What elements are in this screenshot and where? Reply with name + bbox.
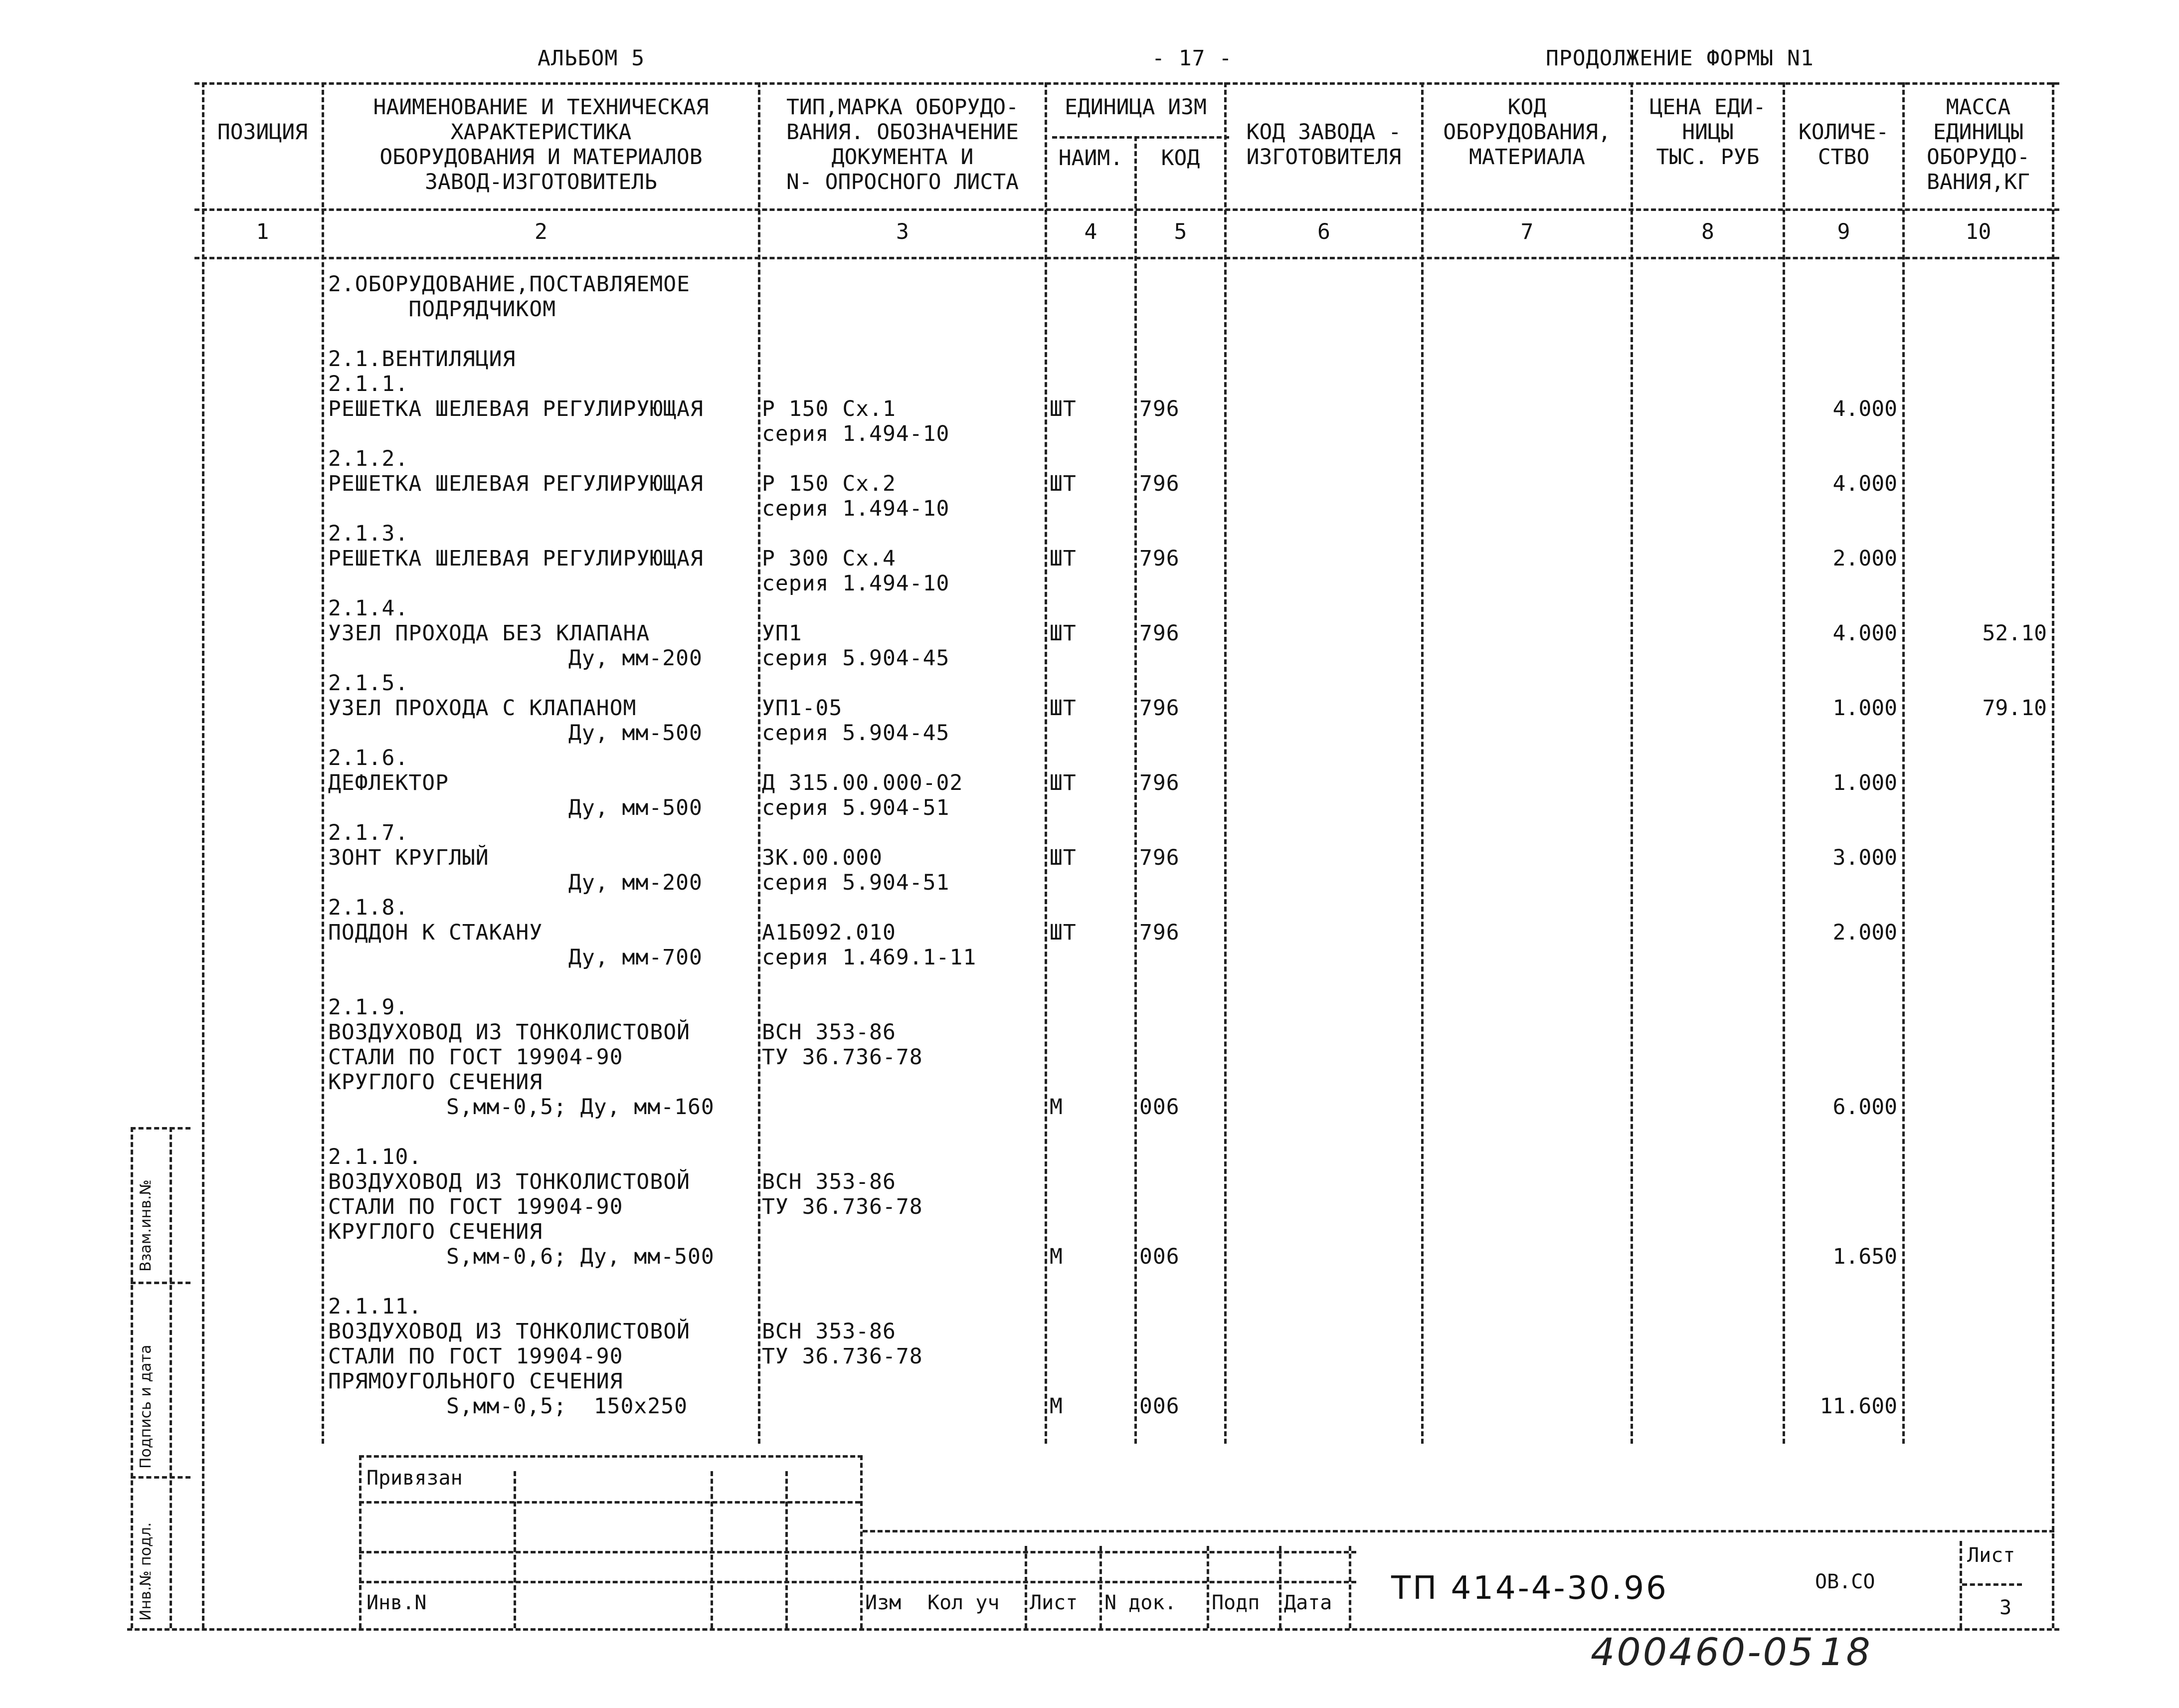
side-line xyxy=(131,1476,190,1479)
sheet-number: 3 xyxy=(1999,1596,2012,1619)
duct-type: ВСН 353-86 xyxy=(762,1319,896,1344)
item-quantity: 1.000 xyxy=(1832,770,1897,795)
stamp-label-izm: Изм xyxy=(865,1591,902,1614)
col-line-3 xyxy=(1045,82,1047,1444)
stamp-mid-line xyxy=(863,1530,2054,1532)
duct-standard: СТАЛИ ПО ГОСТ 19904-90 xyxy=(328,1344,623,1369)
item-document: серия 1.469.1-11 xyxy=(762,945,977,970)
duct-standard: СТАЛИ ПО ГОСТ 19904-90 xyxy=(328,1045,623,1070)
item-diameter: Ду, мм-200 xyxy=(568,870,703,895)
item-document: серия 1.494-10 xyxy=(762,496,950,521)
col-number: 3 xyxy=(896,219,909,244)
item-unit-code: 796 xyxy=(1139,770,1180,795)
page-number: - 17 - xyxy=(1152,46,1233,71)
col-header-quantity: КОЛИЧЕ- СТВО xyxy=(1798,120,1889,170)
duct-position: 2.1.11. xyxy=(328,1294,422,1319)
album-label: АЛЬБОМ 5 xyxy=(538,46,645,71)
item-type: УП1-05 xyxy=(762,696,843,721)
item-quantity: 4.000 xyxy=(1832,396,1897,421)
col-number: 2 xyxy=(535,219,547,244)
duct-section: КРУГЛОГО СЕЧЕНИЯ xyxy=(328,1070,543,1095)
item-name: УЗЕЛ ПРОХОДА С КЛАПАНОМ xyxy=(328,696,637,721)
col-number: 4 xyxy=(1084,219,1097,244)
col-line-5 xyxy=(1224,82,1227,1444)
col-line-0 xyxy=(202,82,204,1628)
col-number: 6 xyxy=(1317,219,1330,244)
stamp-top-line xyxy=(359,1455,863,1458)
item-unit-code: 796 xyxy=(1139,546,1180,571)
item-quantity: 3.000 xyxy=(1832,845,1897,870)
item-diameter: Ду, мм-700 xyxy=(568,945,703,970)
item-type: А1Б092.010 xyxy=(762,920,896,945)
item-name: ПОДДОН К СТАКАНУ xyxy=(328,920,543,945)
stamp-label-ndoc: N док. xyxy=(1104,1591,1177,1614)
side-label-signature: Подпись и дата xyxy=(137,1344,155,1469)
duct-unit-code: 006 xyxy=(1139,1244,1180,1269)
stamp-row-line xyxy=(359,1501,860,1504)
col-header-type: ТИП,МАРКА ОБОРУДО- ВАНИЯ. ОБОЗНАЧЕНИЕ ДОКУМЕНТА И N- ОПРОСНОГО ЛИСТА xyxy=(786,95,1019,194)
stamp-row-line xyxy=(359,1551,1356,1553)
duct-name: ВОЗДУХОВОД ИЗ ТОНКОЛИСТОВОЙ xyxy=(328,1319,690,1344)
side-line xyxy=(170,1127,172,1628)
item-type: ЗК.00.000 xyxy=(762,845,883,870)
col-line-9 xyxy=(1902,82,1905,1444)
item-type: Р 150 Сх.1 xyxy=(762,396,896,421)
sheet-label: Лист xyxy=(1967,1544,2015,1567)
item-unit-code: 796 xyxy=(1139,471,1180,496)
col-number: 8 xyxy=(1701,219,1714,244)
item-quantity: 4.000 xyxy=(1832,471,1897,496)
stamp-line xyxy=(860,1455,863,1628)
stamp-line xyxy=(1025,1546,1027,1628)
duct-type: ВСН 353-86 xyxy=(762,1169,896,1194)
duct-spec: ТУ 36.736-78 xyxy=(762,1194,923,1219)
stamp-line xyxy=(785,1471,788,1628)
duct-size: S,мм-0,5; Ду, мм-160 xyxy=(446,1095,715,1120)
item-unit: ШТ xyxy=(1050,546,1077,571)
side-line xyxy=(131,1282,190,1284)
header-bottom-line xyxy=(194,208,2059,211)
duct-position: 2.1.9. xyxy=(328,995,409,1020)
item-position: 2.1.2. xyxy=(328,446,409,471)
item-diameter: Ду, мм-200 xyxy=(568,646,703,671)
item-unit: ШТ xyxy=(1050,696,1077,721)
item-name: ДЕФЛЕКТОР xyxy=(328,770,449,795)
col-line-10 xyxy=(2052,82,2054,1628)
handwritten-page: 18 xyxy=(1820,1630,1872,1674)
item-position: 2.1.7. xyxy=(328,820,409,845)
item-unit-code: 796 xyxy=(1139,696,1180,721)
item-position: 2.1.1. xyxy=(328,372,409,396)
subsection-title: 2.1.ВЕНТИЛЯЦИЯ xyxy=(328,347,516,372)
item-document: серия 5.904-51 xyxy=(762,870,950,895)
duct-unit: М xyxy=(1050,1095,1063,1120)
stamp-inv-label: Инв.N xyxy=(366,1591,427,1614)
col-header-equipment-code: КОД ОБОРУДОВАНИЯ, МАТЕРИАЛА xyxy=(1443,95,1611,170)
duct-quantity: 11.600 xyxy=(1819,1394,1897,1419)
document-code: ОВ.СО xyxy=(1815,1570,1875,1593)
continuation-label: ПРОДОЛЖЕНИЕ ФОРМЫ N1 xyxy=(1546,46,1814,71)
numbers-bottom-line xyxy=(194,257,2059,259)
item-mass: 52.10 xyxy=(1982,621,2047,646)
col-line-6 xyxy=(1421,82,1424,1444)
stamp-label-podp: Подп xyxy=(1212,1591,1260,1614)
stamp-line xyxy=(1207,1546,1209,1628)
item-position: 2.1.8. xyxy=(328,895,409,920)
duct-spec: ТУ 36.736-78 xyxy=(762,1344,923,1369)
item-name: РЕШЕТКА ШЕЛЕВАЯ РЕГУЛИРУЮЩАЯ xyxy=(328,396,704,421)
item-unit: ШТ xyxy=(1050,770,1077,795)
handwritten-number: 400460-05 xyxy=(1591,1630,1816,1674)
duct-unit-code: 006 xyxy=(1139,1394,1180,1419)
table-top-line xyxy=(194,82,2059,85)
stamp-line xyxy=(711,1471,713,1628)
col-header-unit-code: КОД xyxy=(1161,146,1200,171)
col-header-unit-name: НАИМ. xyxy=(1058,146,1123,171)
item-name: РЕШЕТКА ШЕЛЕВАЯ РЕГУЛИРУЮЩАЯ xyxy=(328,471,704,496)
item-type: УП1 xyxy=(762,621,802,646)
col-line-4 xyxy=(1134,136,1137,1444)
item-mass: 79.10 xyxy=(1982,696,2047,721)
item-quantity: 4.000 xyxy=(1832,621,1897,646)
side-label-replace: Взам.инв.№ xyxy=(137,1179,155,1272)
stamp-line xyxy=(1099,1546,1102,1628)
duct-size: S,мм-0,5; 150x250 xyxy=(446,1394,688,1419)
item-document: серия 1.494-10 xyxy=(762,421,950,446)
item-unit-code: 796 xyxy=(1139,920,1180,945)
col-number: 5 xyxy=(1174,219,1187,244)
project-code: ТП 414-4-30.96 xyxy=(1391,1570,1668,1607)
section-title: 2.ОБОРУДОВАНИЕ,ПОСТАВЛЯЕМОЕ ПОДРЯДЧИКОМ xyxy=(328,272,690,322)
col-header-unit: ЕДИНИЦА ИЗМ xyxy=(1065,95,1207,120)
duct-size: S,мм-0,6; Ду, мм-500 xyxy=(446,1244,715,1269)
duct-name: ВОЗДУХОВОД ИЗ ТОНКОЛИСТОВОЙ xyxy=(328,1020,690,1045)
item-name: ЗОНТ КРУГЛЫЙ xyxy=(328,845,489,870)
unit-sub-line xyxy=(1052,136,1229,139)
stamp-line xyxy=(514,1471,516,1628)
stamp-row-line xyxy=(359,1581,1356,1583)
item-quantity: 1.000 xyxy=(1832,696,1897,721)
item-unit-code: 796 xyxy=(1139,845,1180,870)
stamp-label-list: Лист xyxy=(1030,1591,1078,1614)
duct-section: ПРЯМОУГОЛЬНОГО СЕЧЕНИЯ xyxy=(328,1369,623,1394)
item-name: УЗЕЛ ПРОХОДА БЕЗ КЛАПАНА xyxy=(328,621,650,646)
col-number: 7 xyxy=(1520,219,1534,244)
item-position: 2.1.5. xyxy=(328,671,409,696)
stamp-bound-label: Привязан xyxy=(366,1467,463,1490)
duct-position: 2.1.10. xyxy=(328,1144,422,1169)
item-quantity: 2.000 xyxy=(1832,546,1897,571)
duct-quantity: 6.000 xyxy=(1832,1095,1897,1120)
col-number: 1 xyxy=(256,219,269,244)
item-name: РЕШЕТКА ШЕЛЕВАЯ РЕГУЛИРУЮЩАЯ xyxy=(328,546,704,571)
duct-spec: ТУ 36.736-78 xyxy=(762,1045,923,1070)
col-line-8 xyxy=(1783,82,1785,1444)
col-number: 10 xyxy=(1965,219,1992,244)
item-unit: ШТ xyxy=(1050,471,1077,496)
col-line-2 xyxy=(758,82,760,1444)
duct-name: ВОЗДУХОВОД ИЗ ТОНКОЛИСТОВОЙ xyxy=(328,1169,690,1194)
item-document: серия 5.904-45 xyxy=(762,646,950,671)
item-diameter: Ду, мм-500 xyxy=(568,795,703,820)
stamp-label-date: Дата xyxy=(1284,1591,1332,1614)
duct-unit-code: 006 xyxy=(1139,1095,1180,1120)
item-unit: ШТ xyxy=(1050,920,1077,945)
col-line-7 xyxy=(1631,82,1633,1444)
item-unit: ШТ xyxy=(1050,396,1077,421)
duct-unit: М xyxy=(1050,1244,1063,1269)
item-type: Р 150 Сх.2 xyxy=(762,471,896,496)
col-header-factory-code: КОД ЗАВОДА - ИЗГОТОВИТЕЛЯ xyxy=(1246,120,1402,170)
item-unit-code: 796 xyxy=(1139,396,1180,421)
col-header-name: НАИМЕНОВАНИЕ И ТЕХНИЧЕСКАЯ ХАРАКТЕРИСТИКА ОБОРУДОВАНИЯ И МАТЕРИАЛОВ ЗАВОД-ИЗГОТОВИТЕЛЬ xyxy=(373,95,709,194)
col-number: 9 xyxy=(1837,219,1850,244)
duct-section: КРУГЛОГО СЕЧЕНИЯ xyxy=(328,1219,543,1244)
item-position: 2.1.4. xyxy=(328,596,409,621)
stamp-line xyxy=(1349,1546,1351,1628)
col-header-price: ЦЕНА ЕДИ- НИЦЫ ТЫС. РУБ xyxy=(1649,95,1766,170)
item-unit: ШТ xyxy=(1050,845,1077,870)
side-line xyxy=(131,1127,133,1628)
side-line xyxy=(131,1127,190,1130)
item-position: 2.1.6. xyxy=(328,746,409,770)
col-header-position: ПОЗИЦИЯ xyxy=(217,120,308,145)
item-document: серия 5.904-45 xyxy=(762,721,950,746)
item-document: серия 5.904-51 xyxy=(762,795,950,820)
side-label-inventory: Инв.№ подл. xyxy=(137,1522,155,1621)
item-unit-code: 796 xyxy=(1139,621,1180,646)
col-header-mass: МАССА ЕДИНИЦЫ ОБОРУДО- ВАНИЯ,КГ xyxy=(1926,95,2030,194)
stamp-label-kol: Кол уч xyxy=(927,1591,1000,1614)
duct-quantity: 1.650 xyxy=(1832,1244,1897,1269)
duct-type: ВСН 353-86 xyxy=(762,1020,896,1045)
duct-standard: СТАЛИ ПО ГОСТ 19904-90 xyxy=(328,1194,623,1219)
stamp-line xyxy=(1279,1546,1281,1628)
item-position: 2.1.3. xyxy=(328,521,409,546)
col-line-1 xyxy=(322,82,324,1444)
item-quantity: 2.000 xyxy=(1832,920,1897,945)
stamp-row-line xyxy=(1962,1583,2022,1586)
item-document: серия 1.494-10 xyxy=(762,571,950,596)
duct-unit: М xyxy=(1050,1394,1063,1419)
stamp-line xyxy=(359,1455,362,1628)
item-unit: ШТ xyxy=(1050,621,1077,646)
item-diameter: Ду, мм-500 xyxy=(568,721,703,746)
item-type: Р 300 Сх.4 xyxy=(762,546,896,571)
item-type: Д 315.00.000-02 xyxy=(762,770,963,795)
